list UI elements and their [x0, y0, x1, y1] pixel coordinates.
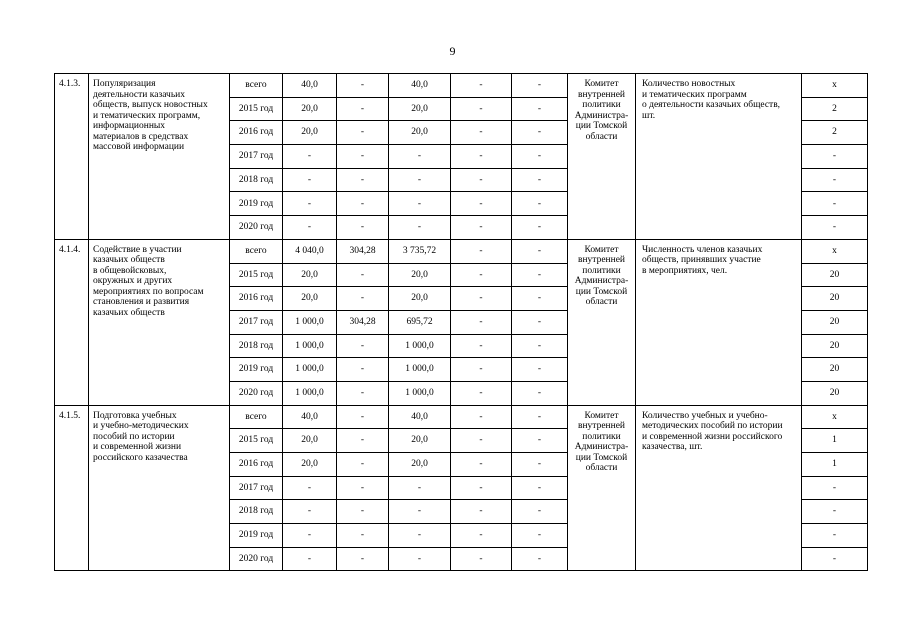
indicator-line: обществ, принявших участие: [642, 255, 761, 266]
value-cell: -: [451, 429, 512, 453]
year-cell: 2020 год: [230, 381, 283, 405]
executor-line: политики: [582, 265, 621, 276]
value-cell: -: [512, 405, 568, 429]
value-cell: -: [512, 121, 568, 145]
value-cell: -: [512, 97, 568, 121]
target-cell: -: [802, 547, 868, 571]
value-cell: -: [451, 381, 512, 405]
value-cell: -: [451, 405, 512, 429]
value-cell: 1 000,0: [283, 310, 337, 334]
value-cell: -: [283, 192, 337, 216]
executor-line: Комитет: [584, 244, 619, 255]
value-cell: 1 000,0: [283, 381, 337, 405]
table-row: [55, 405, 868, 429]
target-cell: -: [802, 145, 868, 169]
target-cell: 20: [802, 310, 868, 334]
value-cell: -: [451, 97, 512, 121]
value-cell: 40,0: [389, 74, 451, 98]
value-cell: -: [451, 216, 512, 240]
year-cell: 2015 год: [230, 429, 283, 453]
value-cell: 1 000,0: [389, 334, 451, 358]
value-cell: -: [451, 168, 512, 192]
value-cell: -: [389, 192, 451, 216]
value-cell: 20,0: [389, 263, 451, 287]
year-cell: 2019 год: [230, 192, 283, 216]
value-cell: -: [451, 547, 512, 571]
year-cell: всего: [230, 74, 283, 98]
value-cell: 20,0: [389, 453, 451, 477]
value-cell: 20,0: [283, 429, 337, 453]
item-description: [89, 74, 230, 240]
value-cell: 4 040,0: [283, 239, 337, 263]
value-cell: -: [451, 287, 512, 311]
value-cell: -: [451, 121, 512, 145]
value-cell: -: [451, 145, 512, 169]
value-cell: -: [451, 310, 512, 334]
description-line: и тематических программ,: [93, 110, 201, 121]
description-line: обществ, выпуск новостных: [93, 100, 208, 110]
executor-line: области: [585, 297, 618, 308]
description-line: Содействие в участии: [93, 244, 182, 255]
year-cell: 2018 год: [230, 168, 283, 192]
value-cell: -: [389, 547, 451, 571]
value-cell: -: [337, 145, 389, 169]
value-cell: -: [283, 547, 337, 571]
value-cell: -: [389, 145, 451, 169]
value-cell: -: [512, 239, 568, 263]
value-cell: 20,0: [283, 453, 337, 477]
value-cell: -: [451, 263, 512, 287]
value-cell: -: [512, 334, 568, 358]
description-line: в общевойсковых,: [93, 265, 167, 276]
item-number: 4.1.3.: [55, 74, 89, 240]
year-cell: 2018 год: [230, 500, 283, 524]
value-cell: -: [389, 500, 451, 524]
value-cell: -: [512, 476, 568, 500]
year-cell: всего: [230, 405, 283, 429]
executor-line: области: [585, 131, 618, 142]
year-cell: 2017 год: [230, 476, 283, 500]
executor-cell: [568, 74, 636, 240]
value-cell: -: [512, 263, 568, 287]
target-cell: 1: [802, 429, 868, 453]
indicator-line: в мероприятиях, чел.: [642, 265, 728, 276]
indicator-line: о деятельности казачьих обществ,: [642, 100, 781, 110]
description-line: массовой информации: [93, 142, 185, 152]
value-cell: 304,28: [337, 310, 389, 334]
value-cell: 304,28: [337, 239, 389, 263]
target-cell: х: [802, 405, 868, 429]
value-cell: -: [512, 287, 568, 311]
executor-line: ции Томской: [575, 286, 628, 297]
value-cell: -: [512, 500, 568, 524]
year-cell: 2016 год: [230, 121, 283, 145]
executor-line: ции Томской: [575, 121, 628, 131]
description-line: пособий по истории: [93, 431, 175, 442]
executor-line: ции Томской: [575, 452, 628, 463]
value-cell: -: [337, 405, 389, 429]
description-line: информационных: [93, 121, 166, 131]
value-cell: -: [283, 500, 337, 524]
year-cell: 2015 год: [230, 263, 283, 287]
plan-table: [54, 73, 868, 571]
value-cell: -: [512, 145, 568, 169]
description-line: российского казачества: [93, 452, 188, 463]
description-line: деятельности казачьих: [93, 89, 185, 100]
value-cell: 20,0: [389, 121, 451, 145]
executor-line: Комитет: [584, 410, 619, 421]
description-line: материалов в средствах: [93, 131, 189, 142]
target-cell: -: [802, 192, 868, 216]
description-line: мероприятиях по вопросам: [93, 286, 204, 297]
year-cell: 2017 год: [230, 310, 283, 334]
value-cell: 1 000,0: [389, 381, 451, 405]
description-line: окружных и других: [93, 276, 173, 287]
indicator-cell: [636, 405, 802, 571]
value-cell: -: [389, 524, 451, 548]
executor-line: внутренней: [577, 255, 626, 266]
value-cell: 20,0: [283, 121, 337, 145]
value-cell: -: [337, 429, 389, 453]
value-cell: -: [337, 216, 389, 240]
value-cell: -: [512, 192, 568, 216]
target-cell: -: [802, 524, 868, 548]
value-cell: -: [451, 358, 512, 382]
description-line: Подготовка учебных: [93, 410, 177, 421]
target-cell: х: [802, 239, 868, 263]
value-cell: -: [451, 334, 512, 358]
description-line: и современной жизни: [93, 442, 182, 453]
value-cell: -: [337, 381, 389, 405]
value-cell: -: [337, 476, 389, 500]
value-cell: -: [451, 74, 512, 98]
value-cell: 40,0: [283, 74, 337, 98]
value-cell: -: [337, 500, 389, 524]
value-cell: -: [451, 476, 512, 500]
executor-line: политики: [582, 100, 621, 110]
target-cell: 20: [802, 381, 868, 405]
value-cell: -: [337, 192, 389, 216]
executor-line: политики: [582, 431, 621, 442]
target-cell: 1: [802, 453, 868, 477]
executor-cell: [568, 239, 636, 405]
executor-line: Комитет: [584, 79, 619, 89]
value-cell: -: [337, 547, 389, 571]
target-cell: -: [802, 476, 868, 500]
indicator-line: Количество учебных и учебно-: [642, 410, 768, 421]
item-description: [89, 239, 230, 405]
value-cell: -: [283, 476, 337, 500]
value-cell: -: [389, 476, 451, 500]
value-cell: -: [512, 381, 568, 405]
target-cell: 20: [802, 263, 868, 287]
value-cell: 1 000,0: [283, 334, 337, 358]
year-cell: 2020 год: [230, 547, 283, 571]
value-cell: -: [512, 216, 568, 240]
executor-line: Администра-: [574, 276, 629, 287]
item-number: 4.1.5.: [55, 405, 89, 571]
value-cell: 20,0: [389, 287, 451, 311]
value-cell: -: [451, 239, 512, 263]
indicator-line: и тематических программ: [642, 89, 747, 100]
page-number: 9: [449, 44, 456, 58]
year-cell: 2017 год: [230, 145, 283, 169]
item-description: [89, 405, 230, 571]
indicator-line: методических пособий по истории: [642, 421, 783, 432]
value-cell: 3 735,72: [389, 239, 451, 263]
value-cell: 40,0: [389, 405, 451, 429]
indicator-cell: [636, 74, 802, 240]
value-cell: -: [512, 453, 568, 477]
value-cell: -: [337, 524, 389, 548]
indicator-line: шт.: [642, 110, 656, 121]
value-cell: -: [512, 358, 568, 382]
indicator-line: Количество новостных: [642, 79, 736, 89]
value-cell: -: [337, 74, 389, 98]
value-cell: -: [337, 453, 389, 477]
value-cell: -: [512, 168, 568, 192]
year-cell: 2019 год: [230, 524, 283, 548]
value-cell: -: [512, 429, 568, 453]
value-cell: -: [451, 192, 512, 216]
target-cell: 20: [802, 358, 868, 382]
value-cell: -: [283, 145, 337, 169]
value-cell: -: [283, 216, 337, 240]
value-cell: 695,72: [389, 310, 451, 334]
year-cell: всего: [230, 239, 283, 263]
indicator-line: Численность членов казачьих: [642, 244, 763, 255]
table-row: [55, 239, 868, 263]
indicator-line: и современной жизни российского: [642, 431, 783, 442]
description-line: Популяризация: [93, 79, 156, 89]
year-cell: 2020 год: [230, 216, 283, 240]
year-cell: 2015 год: [230, 97, 283, 121]
value-cell: 20,0: [283, 263, 337, 287]
value-cell: -: [512, 547, 568, 571]
target-cell: -: [802, 168, 868, 192]
value-cell: -: [389, 168, 451, 192]
executor-line: Администра-: [574, 110, 629, 121]
year-cell: 2018 год: [230, 334, 283, 358]
year-cell: 2019 год: [230, 358, 283, 382]
value-cell: 20,0: [389, 97, 451, 121]
indicator-cell: [636, 239, 802, 405]
year-cell: 2016 год: [230, 287, 283, 311]
value-cell: -: [389, 216, 451, 240]
value-cell: -: [451, 453, 512, 477]
value-cell: -: [337, 121, 389, 145]
description-line: казачьих обществ: [93, 255, 165, 266]
target-cell: 2: [802, 97, 868, 121]
table-row: [55, 74, 868, 98]
value-cell: -: [451, 500, 512, 524]
value-cell: -: [337, 334, 389, 358]
value-cell: 20,0: [283, 287, 337, 311]
value-cell: -: [283, 524, 337, 548]
target-cell: 2: [802, 121, 868, 145]
executor-line: внутренней: [577, 89, 626, 100]
target-cell: 20: [802, 334, 868, 358]
executor-line: Администра-: [574, 442, 629, 453]
target-cell: -: [802, 216, 868, 240]
item-number: 4.1.4.: [55, 239, 89, 405]
target-cell: х: [802, 74, 868, 98]
value-cell: 40,0: [283, 405, 337, 429]
value-cell: 1 000,0: [389, 358, 451, 382]
value-cell: -: [512, 310, 568, 334]
value-cell: 20,0: [389, 429, 451, 453]
value-cell: -: [512, 74, 568, 98]
value-cell: 1 000,0: [283, 358, 337, 382]
value-cell: -: [337, 287, 389, 311]
target-cell: -: [802, 500, 868, 524]
value-cell: -: [337, 358, 389, 382]
description-line: и учебно-методических: [93, 421, 189, 432]
year-cell: 2016 год: [230, 453, 283, 477]
value-cell: -: [337, 97, 389, 121]
description-line: казачьих обществ: [93, 307, 165, 318]
target-cell: 20: [802, 287, 868, 311]
executor-line: области: [585, 463, 618, 474]
indicator-line: казачества, шт.: [642, 442, 703, 453]
value-cell: -: [512, 524, 568, 548]
executor-cell: [568, 405, 636, 571]
value-cell: 20,0: [283, 97, 337, 121]
value-cell: -: [283, 168, 337, 192]
value-cell: -: [337, 263, 389, 287]
value-cell: -: [337, 168, 389, 192]
value-cell: -: [451, 524, 512, 548]
description-line: становления и развития: [93, 297, 190, 308]
executor-line: внутренней: [577, 421, 626, 432]
